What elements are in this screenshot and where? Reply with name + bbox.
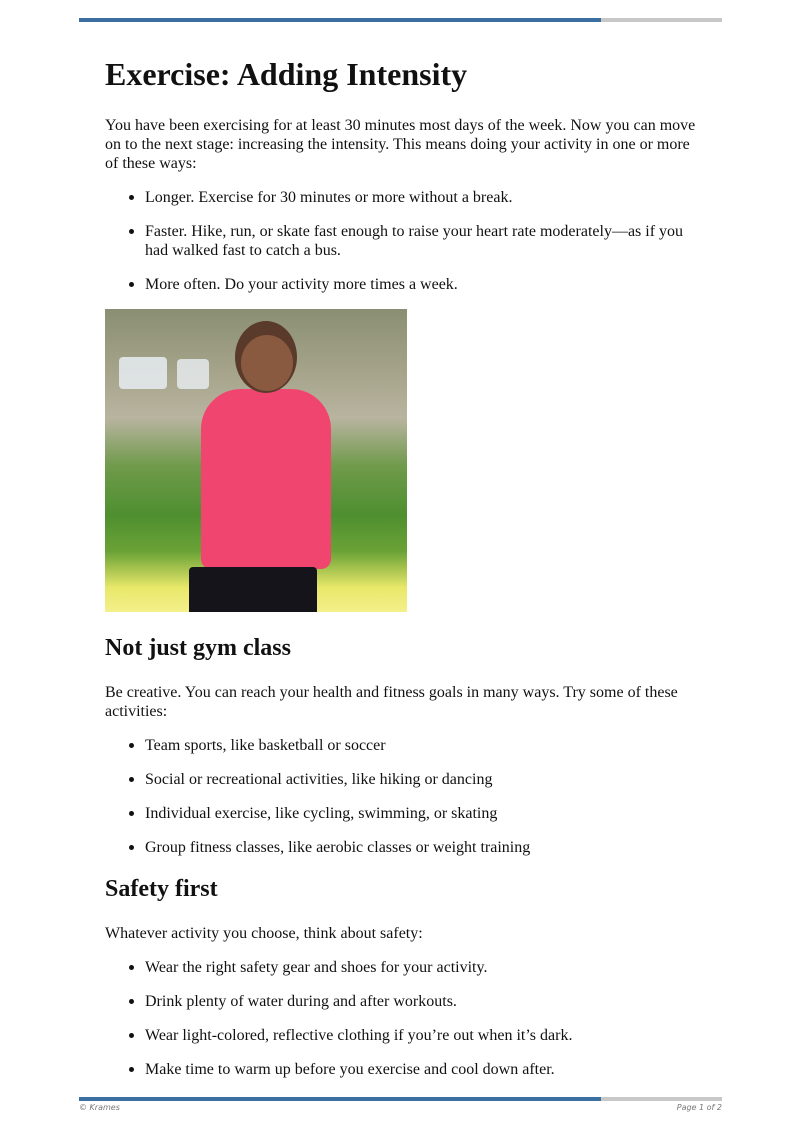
list-item: Drink plenty of water during and after workouts.	[105, 992, 705, 1011]
list-item: Faster. Hike, run, or skate fast enough to raise your heart rate moderately—as if you had walked fast to catch a bus.	[105, 222, 705, 260]
list-item: Make time to warm up before you exercise and cool down after.	[105, 1060, 705, 1079]
safety-paragraph: Whatever activity you choose, think about safety:	[105, 925, 423, 942]
activities-list	[105, 736, 705, 857]
bottom-rule	[79, 1097, 722, 1101]
intro-paragraph: You have been exercising for at least 30 minutes most days of the week. Now you can move on to the next stage: increasing the intensity. This means doing your activity in one or more of these ways:	[105, 117, 696, 172]
woman-jogging-photo	[105, 309, 407, 612]
list-item: Longer. Exercise for 30 minutes or more without a break.	[105, 188, 705, 207]
list-item: Social or recreational activities, like hiking or dancing	[105, 770, 705, 789]
list-item: More often. Do your activity more times a week.	[105, 275, 705, 294]
list-item: Group fitness classes, like aerobic classes or weight training	[105, 838, 705, 857]
gym-paragraph: Be creative. You can reach your health and fitness goals in many ways. Try some of these activities:	[105, 684, 678, 720]
top-rule	[79, 18, 722, 22]
document-body	[105, 54, 705, 1079]
list-item: Wear the right safety gear and shoes for your activity.	[105, 958, 705, 977]
list-item: Team sports, like basketball or soccer	[105, 736, 705, 755]
section-heading-safety: Safety first	[105, 876, 218, 902]
section-heading-gym: Not just gym class	[105, 635, 291, 661]
footer-copyright: © Krames	[79, 1103, 120, 1112]
page-title: Exercise: Adding Intensity	[105, 56, 468, 92]
footer-page-number: Page 1 of 2	[676, 1103, 722, 1112]
list-item: Wear light-colored, reflective clothing if you’re out when it’s dark.	[105, 1026, 705, 1045]
intensity-list	[105, 188, 705, 294]
list-item: Individual exercise, like cycling, swimming, or skating	[105, 804, 705, 823]
safety-list	[105, 958, 705, 1079]
